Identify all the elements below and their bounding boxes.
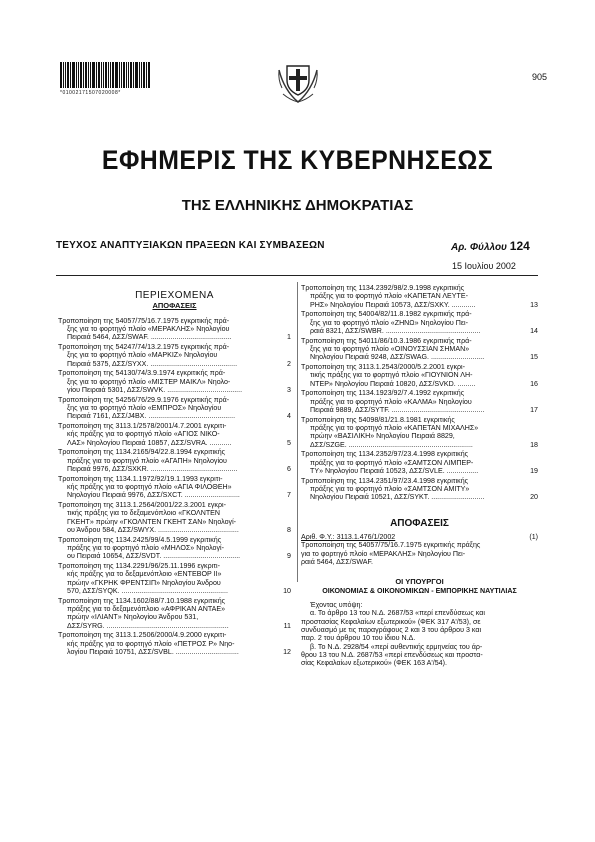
contents-entry-page: 11 (283, 621, 291, 630)
contents-entry-page: 20 (530, 493, 538, 502)
ministers-line: ΟΙΚΟΝΟΜΙΑΣ & ΟΙΚΟΝΟΜΙΚΩΝ - ΕΜΠΟΡΙΚΗΣ ΝΑΥΤΙΛΙΑΣ (322, 586, 517, 595)
barcode-bar (123, 62, 125, 88)
contents-entry-line: πράξης για το φορτηγό πλοίο «ΚΑΠΕΤΑΝ ΛΕΥΤΕ- (310, 292, 468, 301)
gazette-subtitle: ΤΗΣ ΕΛΛΗΝΙΚΗΣ ΔΗΜΟΚΡΑΤΙΑΣ (181, 197, 414, 214)
contents-list-right (301, 284, 538, 502)
contents-entry (58, 631, 291, 656)
contents-entry-page: 8 (287, 526, 291, 535)
contents-entry (301, 363, 538, 388)
contents-entry-line: ξης για το φορτηγό πλοίο «ΜΕΡΑΚΛΗΣ» Νηολογίου (67, 325, 230, 334)
contents-entry-page: 1 (287, 333, 291, 342)
paragraph-b (301, 643, 538, 668)
contents-entry-line: Τροποποίηση της 1134.1602/88/7.10.1988 εγκριτικής (58, 596, 226, 605)
contents-entry-line: ΝΤΕΡ» Νηολογίου Πειραιά 10820, ΔΣΣ/SVKD. ......... (310, 379, 476, 388)
barcode-bar (135, 62, 138, 88)
issue-type: ΤΕΥΧΟΣ ΑΝΑΠΤΥΞΙΑΚΩΝ ΠΡΑΞΕΩΝ ΚΑΙ ΣΥΜΒΑΣΕΩΝ (56, 240, 325, 251)
contents-entry-line: Τροποποίηση της 3113.1.2543/2000/5.2.2001 εγκρι- (301, 362, 466, 371)
contents-entry (58, 396, 291, 421)
decision-number: (1) (529, 533, 538, 542)
contents-entry-line: γίου Πειραιά 5301, ΔΣΣ/SWVK. ...................................... (67, 386, 243, 395)
contents-entry-line: Τροποποίηση της 1134.2425/99/4.5.1999 εγκριτικής (58, 535, 222, 544)
contents-entry (58, 317, 291, 342)
contents-entry (58, 475, 291, 500)
contents-entry-line: Τροποποίηση της 3113.1/2578/2001/4.7.2001 εγκριτι- (58, 422, 227, 430)
contents-entry-line: ΓΚΕΗΤ» πρώην «ΓΚΟΛΝΤΕΝ ΓΚΕΗΤ ΣΑΝ» Νηολογί- (67, 517, 237, 526)
barcode-bar (67, 62, 69, 88)
contents-entry (58, 597, 291, 630)
contents-entry-line: πράξης για το φορτηγό πλοίο «ΚΑΛΜΑ» Νηολογίου (310, 397, 472, 406)
ministers-line: ΟΙ ΥΠΟΥΡΓΟΙ (395, 577, 444, 587)
contents-entry-line: πρώην «ΙΛΙΑΝΤ» Νηολογίου Άνδρου 531, (67, 613, 199, 622)
sheet-number (451, 239, 530, 253)
contents-entry-line: πράξης για το φορτηγό πλοίο «ΑΓΑΠΗ» Νηολογίου (67, 456, 227, 465)
barcode-bar (65, 62, 66, 88)
barcode-bar (92, 62, 95, 88)
gazette-title: ΕΦΗΜΕΡΙΣ ΤΗΣ ΚΥΒΕΡΝΗΣΕΩΣ (101, 145, 494, 175)
barcode-bar (146, 62, 147, 88)
contents-entry-line: πράξης για το φορτηγό πλοίο «ΚΑΠΕΤΑΝ ΜΙΧΑΛΗΣ» (310, 423, 479, 432)
barcode-bar (139, 62, 140, 88)
contents-entry-line: ραιά 8321, ΔΣΣ/SWBR. ................................................ (310, 327, 481, 336)
barcode-bar (78, 62, 79, 88)
decisions-heading: ΑΠΟΦΑΣΕΙΣ (390, 517, 449, 529)
contents-entry-line: Πειραιά 9889, ΔΣΣ/SYTF. ............................................... (310, 406, 485, 414)
contents-entry (58, 369, 291, 394)
contents-entry-line: Τροποποίηση της 54098/81/21.8.1981 εγκριτικής (301, 415, 455, 424)
contents-entry (301, 337, 538, 362)
contents-entry (58, 448, 291, 473)
contents-entry (301, 284, 538, 309)
decision-title-line: για το φορτηγό πλοίο «ΜΕΡΑΚΛΗΣ» Νηολογίου Πει- (301, 549, 466, 558)
contents-subheading: ΑΠΟΦΑΣΕΙΣ (152, 301, 197, 311)
contents-entry-line: Πειραιά 7161, ΔΣΣ/J4BX. ............................................ (67, 412, 236, 421)
barcode-bar (70, 62, 71, 88)
ministers-heading (301, 578, 538, 595)
contents-entry-page: 16 (530, 379, 538, 388)
contents-entry-line: Τροποποίηση της 1134.2352/97/23.4.1998 εγκριτικής (301, 450, 469, 459)
contents-entry-line: ξης για το φορτηγό πλοίο «ΕΜΠΡΟΣ» Νηολογίου (67, 404, 222, 413)
paragraph-line: παρ. 2 του άρθρου 10 του ίδιου Ν.Δ. (301, 634, 416, 643)
contents-entry-page: 15 (530, 353, 538, 362)
paragraph-a (301, 609, 538, 642)
contents-entry-line: πράξης για το δεξαμενόπλοιο «ΑΦΡΙΚΑΝ ΑΝΤΑΕ» (67, 605, 226, 613)
contents-entry-line: Τροποποίηση της 54004/82/11.8.1982 εγκριτικής πρά- (301, 310, 472, 319)
barcode-bar (103, 62, 104, 88)
contents-entry-page: 3 (287, 386, 291, 395)
barcode-bar (121, 62, 122, 88)
contents-entry-page: 5 (287, 438, 291, 447)
contents-entry-line: ΛΑΣ» Νηολογίου Πειραιά 10857, ΔΣΣ/SVRA. ........... (67, 438, 232, 447)
contents-entry-line: Πειραιά 5375, ΔΣΣ/SYXX. ............................................ (67, 359, 238, 368)
barcode-bar (133, 62, 134, 88)
right-column (301, 284, 538, 668)
contents-entry (58, 422, 291, 447)
contents-entry (301, 310, 538, 335)
contents-entry-line: Νηολογίου Πειραιά 9976, ΔΣΣ/SXCT. ............................ (67, 491, 240, 500)
contents-entry-line: πρώην «ΒΑΣΙΛΙΚΗ» Νηολογίου Πειραιά 8829, (310, 432, 455, 441)
barcode-bar (119, 62, 120, 88)
barcode-bar (60, 62, 62, 88)
contents-entry (301, 450, 538, 475)
contents-entry-line: ξης για το φορτηγό πλοίο «ΜΑΡΚΙΖ» Νηολογίου (67, 351, 218, 360)
barcode-bar (141, 62, 142, 88)
barcode-bar (112, 62, 114, 88)
contents-entry-line: Τροποποίηση της 1134.1923/92/7.4.1992 εγκριτικής (301, 389, 465, 398)
contents-entry-line: 570, ΔΣΣ/SYQK. ...................................................... (67, 587, 228, 596)
contents-entry (58, 536, 291, 561)
contents-entry-line: πράξης για το φορτηγό πλοίο «ΜΗΛΟΣ» Νηολογί- (67, 544, 224, 552)
contents-entry-line: Νηολογίου Πειραιά 9248, ΔΣΣ/SWAG. ........................... (310, 353, 485, 362)
sheet-label: Αρ. Φύλλου (451, 242, 507, 253)
contents-entry-line: πρώην «ΓΚΡΗΚ ΦΡΕΝΤΣΙΠ» Νηολογίου Άνδρου (67, 578, 221, 587)
paragraph-line: σίας Κεφαλαίων εξωτερικού» (ΦΕΚ 163 Α'/54). (301, 659, 447, 668)
contents-entry-line: Τροποποίηση της 54130/74/3.9.1974 εγκριτικής πρά- (58, 369, 226, 378)
contents-entry-page: 17 (530, 406, 538, 414)
contents-entry-page: 14 (530, 327, 538, 336)
header-rule (56, 275, 538, 276)
contents-entry-line: Τροποποίηση της 3113.1.2506/2000/4.9.2000 εγκριτι- (58, 631, 227, 640)
contents-entry-line: ΔΣΣ/SYRG. .............................................................. (67, 621, 229, 630)
contents-entry (301, 416, 538, 449)
contents-entry-line: πράξης για το φορτηγό πλοίο «ΣΑΜΤΣΟΝ ΛΙΜΠΕΡ- (310, 458, 474, 467)
contents-entry-line: τικής πράξης για το δεξαμενόπλοιο «ΓΚΟΛΝΤΕΝ (67, 509, 221, 518)
contents-entry-page: 4 (287, 412, 291, 421)
barcode-bar (76, 62, 77, 88)
contents-entry-line: πράξης για το φορτηγό πλοίο «ΣΑΜΤΣΟΝ ΑΜΙΤΥ» (310, 484, 470, 493)
barcode-bar (110, 62, 111, 88)
contents-entry-page: 13 (530, 300, 538, 309)
contents-entry (58, 562, 291, 595)
decision-title-line: Τροποποίηση της 54057/75/16.7.1975 εγκριτικής πράξης (301, 541, 481, 550)
contents-entry-page: 19 (530, 467, 538, 475)
paragraph-line: συνδυασμό με τις παραγράφους 2 και 3 του άρθρου 3 και (301, 626, 482, 635)
barcode-bar (115, 62, 118, 88)
barcode-bar (96, 62, 97, 88)
contents-entry-line: ξης για το φορτηγό πλοίο «ΖΗΝΩ» Νηολογίου Πει- (310, 318, 468, 327)
contents-entry-line: Πειραιά 9976, ΔΣΣ/SXKR. ............................................ (67, 465, 238, 474)
contents-entry-line: κής πράξης για το φορτηγό πλοίο «ΑΓΙΑ ΦΙΛΟΘΕΗ» (67, 483, 232, 491)
contents-entry-page: 9 (287, 552, 291, 561)
contents-entry-page: 6 (287, 465, 291, 474)
contents-entry-line: Τροποποίηση της 3113.1.2564/2001/22.3.2001 εγκρι- (58, 500, 226, 509)
paragraph-line: θρου 13 του Ν.Δ. 2687/53 «περί επενδύσεως και προστα- (301, 651, 483, 660)
contents-entry-line: Πειραιά 5464, ΔΣΣ/SWAF. ......................................... (67, 333, 232, 342)
barcode-bar (108, 62, 109, 88)
barcode-bar (90, 62, 91, 88)
barcode-bar (101, 62, 102, 88)
paragraph-line: προστασίας Κεφαλαίων εξωτερικού» (ΦΕΚ 317 Α'/53), σε (301, 617, 481, 626)
decisions-section (301, 517, 538, 668)
barcode-bar (63, 62, 64, 88)
contents-entry-line: τικής πράξης για το φορτηγό πλοίο «ΓΙΟΥΝΙΟΝ ΛΗ- (310, 371, 473, 380)
contents-entry (301, 389, 538, 414)
sheet-value: 124 (509, 239, 530, 253)
contents-entry-line: Τροποποίηση της 1134.1.1972/92/19.1.1993 εγκριτι- (58, 474, 223, 483)
contents-entry-page: 7 (287, 491, 291, 500)
contents-entry-line: κής πράξης για το δεξαμενόπλοιο «ΕΝΤΕΒΟΡ ΙΙ» (67, 570, 222, 579)
barcode-bar (128, 62, 129, 88)
paragraph-line: α. Το άρθρο 13 του Ν.Δ. 2687/53 «περί επενδύσεως και (310, 609, 485, 618)
barcode-bar (148, 62, 150, 88)
contents-entry-line: κής πράξης για το φορτηγό πλοίο «ΑΓΙΟΣ ΝΙΚΟ- (67, 430, 220, 439)
contents-entry-line: Τροποποίηση της 1134.2291/96/25.11.1996 εγκριτι- (58, 561, 220, 570)
barcode-bar (143, 62, 145, 88)
decision-title (301, 541, 538, 566)
contents-heading: ΠΕΡΙΕΧΟΜΕΝΑ (135, 290, 214, 301)
contents-entry-line: Νηολογίου Πειραιά 10521, ΔΣΣ/SYKT. ........................... (310, 493, 485, 502)
contents-entry-page: 18 (530, 440, 538, 449)
contents-list-left (58, 317, 291, 657)
contents-entry-line: ου Πειραιά 10654, ΔΣΣ/SVDT. ....................................... (67, 552, 241, 561)
contents-entry-line: κής πράξης για το φορτηγό πλοίο «ΠΕΤΡΟΣ Ρ» Νηο- (67, 639, 235, 648)
contents-entry-line: ΔΣΣ/SZGE. ............................................................... (310, 440, 473, 449)
contents-entry-page: 12 (283, 648, 291, 657)
barcode-text: *01002171507020008* (60, 90, 121, 96)
greek-coat-of-arms-icon (275, 60, 321, 106)
paragraph-line: β. Το Ν.Δ. 2928/54 «περί αυθεντικής ερμηνείας του άρ- (310, 642, 483, 651)
barcode-bar (126, 62, 127, 88)
barcode (60, 62, 152, 88)
contents-entry-line: ου Άνδρου 584, ΔΣΣ/SWYX. ......................................... (67, 526, 239, 535)
barcode-bar (85, 62, 87, 88)
contents-entry-line: Τροποποίηση της 1134.2392/98/2.9.1998 εγκριτικής (301, 284, 465, 292)
contents-entry-line: Τροποποίηση της 54247/74/13.2.1975 εγκριτικής πρά- (58, 343, 230, 352)
barcode-bar (130, 62, 132, 88)
barcode-bar (105, 62, 107, 88)
decision-ref-row (301, 533, 538, 541)
contents-entry-line: Τροποποίηση της 1134.2351/97/23.4.1998 εγκριτικής (301, 476, 469, 485)
contents-entry-line: Τροποποίηση της 54256/76/29.9.1976 εγκριτικής πρά- (58, 395, 230, 404)
column-separator (297, 282, 298, 582)
contents-entry-page: 10 (283, 587, 291, 596)
contents-entry-line: ξης για το φορτηγό πλοίο «ΜΙΣΤΕΡ ΜΑΙΚΛ» Νηολο- (67, 377, 231, 386)
barcode-bar (83, 62, 84, 88)
contents-entry-line: ΡΗΣ» Νηολογίου Πειραιά 10573, ΔΣΣ/SXKY. ............ (310, 300, 476, 309)
issue-date: 15 Ιουλίου 2002 (452, 261, 516, 271)
barcode-bar (80, 62, 82, 88)
decision-reference: Αριθ. Φ.Υ.: 3113.1.476/1/2002 (301, 533, 396, 542)
barcode-bar (72, 62, 75, 88)
having-regard: Έχοντας υπόψη: (310, 601, 363, 610)
contents-entry-line: ΤΥ» Νηολογίου Πειραιά 10523, ΔΣΣ/SVLE. ................ (310, 467, 479, 475)
barcode-bar (98, 62, 100, 88)
page-number: 905 (531, 72, 547, 82)
contents-entry-page: 2 (287, 359, 291, 368)
contents-entry (58, 501, 291, 534)
contents-entry (58, 343, 291, 368)
contents-entry-line: ξης για το φορτηγό πλοίο «ΟΙΝΟΥΣΣΙΑΝ ΣΗΜΑΝ» (310, 345, 470, 353)
contents-entry-line: Τροποποίηση της 1134.2165/94/22.8.1994 εγκριτικής (58, 448, 226, 457)
left-column (58, 287, 291, 658)
barcode-bar (88, 62, 89, 88)
contents-entry-line: Τροποποίηση της 54057/75/16.7.1975 εγκριτικής πρά- (58, 316, 230, 325)
contents-entry-line: Τροποποίηση της 54011/86/10.3.1986 εγκριτικής πρά- (301, 336, 472, 345)
decision-title-line: ραιά 5464, ΔΣΣ/SWAF. (301, 558, 374, 567)
contents-entry (301, 477, 538, 502)
contents-entry-line: λογίου Πειραιά 10751, ΔΣΣ/SVBL. ................................ (67, 648, 239, 657)
